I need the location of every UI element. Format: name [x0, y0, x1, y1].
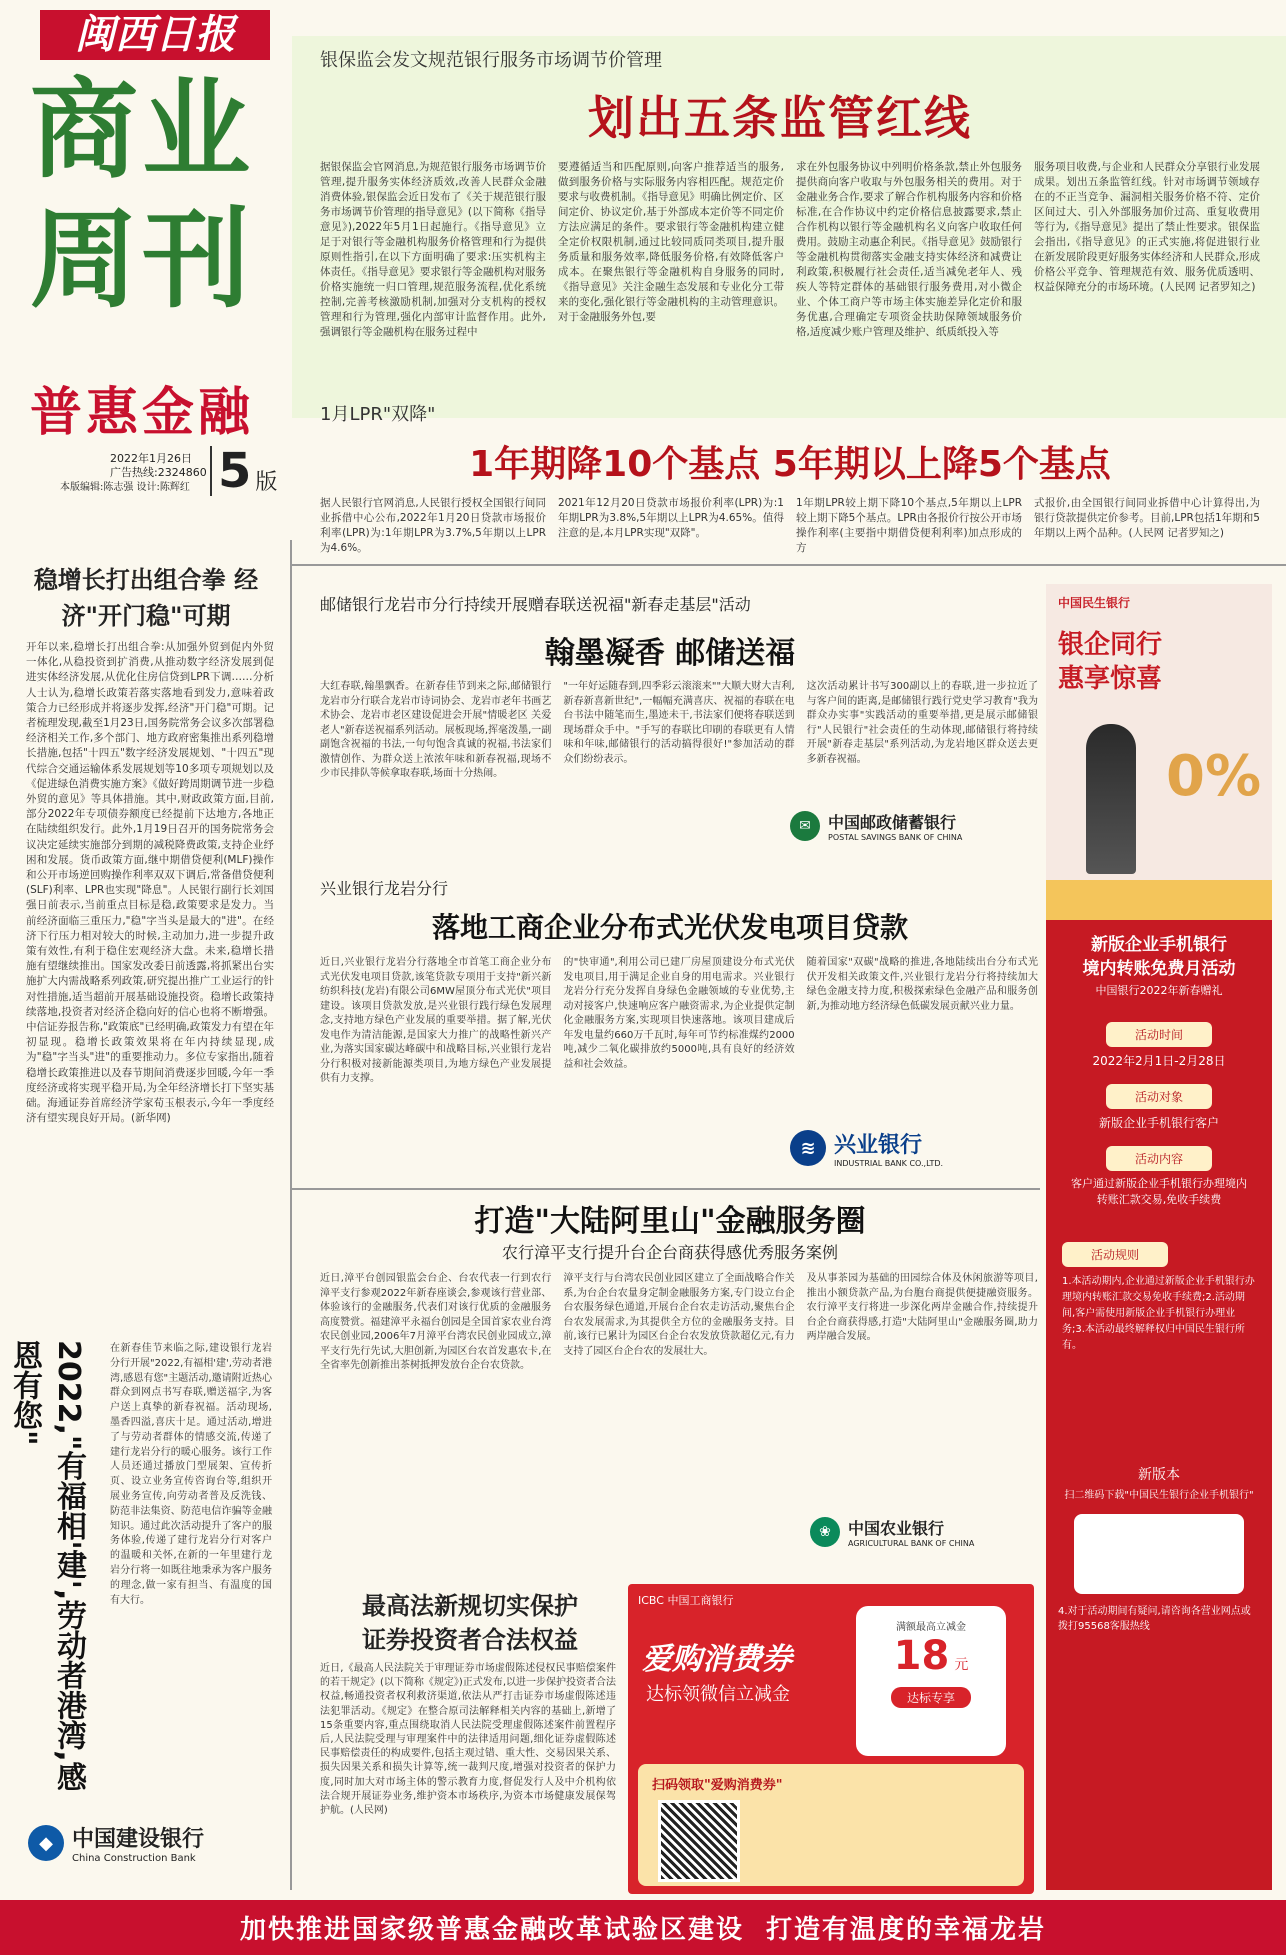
- top-kicker: 银保监会发文规范银行服务市场调节价管理: [320, 50, 662, 71]
- page-number: 5: [218, 443, 252, 499]
- psbc-logo: [790, 810, 962, 842]
- cmbc-ad: [1046, 584, 1272, 1890]
- icbc-amount-label: 满额最高立减金: [896, 1622, 966, 1633]
- cib-bank-name: 兴业银行: [834, 1133, 923, 1158]
- icbc-amount: 18: [893, 1633, 950, 1679]
- lpr-col-1: 据人民银行官网消息,人民银行授权全国银行间同业拆借中心公布,2022年1月20日贷款市场报价利率(LPR)为:1年期LPR为3.7%,5年期以上LPR为4.6%。: [320, 497, 546, 554]
- abc-col-3: 及从事茶园为基础的田园综合体及休闲旅游等项目,推出小额贷款产品,为台胞台商提供便捷融资服务。农行漳平支行将进一步深化两岸金融合作,持续提升台企台商获得感,打造"大陆阿里山"金融服务圈,助力两岸融合发展。: [806, 1273, 1038, 1342]
- cib-headline: 落地工商企业分布式光伏发电项目贷款: [431, 911, 908, 944]
- cmbc-target-value: 新版企业手机银行客户: [1098, 1116, 1219, 1130]
- ccb-bank-name: 中国建设银行: [72, 1827, 205, 1852]
- abc-bank-name: 中国农业银行: [848, 1519, 945, 1538]
- abc-headline: 打造"大陆阿里山"金融服务圈: [474, 1204, 866, 1239]
- top-col-3: 求在外包服务协议中列明价格条款,禁止外包服务提供商向客户收取与外包服务相关的费用。对于金融业务合作,要求了解合作机构服务内容和价格标准,在合作协议中约定价格信息披露要求,禁止合作机构以银行等金融机构名义向客户收取任何费用。鼓励主动惠企利民。《指导意见》鼓励银行等金融机构贯彻落实金融支持实体经济和减费让利政策,积极履行社会责任,适当减免老年人、残疾人等特定群体的基础银行服务费用,对小微企业、个体工商户等市场主体实施差异化定价和服务优惠,合理确定专项资金扶助保障领域服务价格,适度减少账户管理及维护、纸质纸投入等: [796, 161, 1022, 338]
- icbc-subtitle: 达标领微信立减金: [646, 1684, 790, 1705]
- top-col-4: 服务项目收费,与企业和人民群众分享银行业发展成果。划出五条监管红线。针对市场调节领域存在的不正当竞争、漏洞相关服务价格不符、定价区间过大、引入外部服务加价过高、重复收费用等行为,《指导意见》提出了禁止性要求。银保监会指出,《指导意见》的正式实施,将促进银行业在新发展阶段更好服务实体经济和人民群众,形成价格公平竞争、管理规范有效、服务优质透明、权益保障充分的市场环境。(人民网 记者罗知之): [1034, 161, 1260, 293]
- icbc-bank-name: ICBC 中国工商银行: [638, 1594, 734, 1607]
- left-headline: 稳增长打出组合拳 经济"开门稳"可期: [33, 566, 259, 630]
- cmbc-new-version: 新版本: [1138, 1467, 1180, 1483]
- cib-col-3: 随着国家"双碳"战略的推进,各地陆续出台分布式光伏开发相关政策文件,兴业银行龙岩分行将持续加大绿色金融支持力度,积极探索绿色金融产品和服务创新,为推动地方经济绿色低碳发展贡献兴业力量。: [806, 957, 1038, 1012]
- cib-logo: [790, 1128, 943, 1168]
- lpr-divider: [292, 564, 1286, 566]
- cib-col-1: 近日,兴业银行龙岩分行落地全市首笔工商企业分布式光伏发电项目贷款,该笔贷款专项用于支持"新兴新纺织科技(龙岩)有限公司6MW屋顶分布式光伏"项目建设。该项目贷款发放,是兴业银行践行绿色发展理念,支持地方绿色产业发展的重要举措。据了解,光伏发电作为清洁能源,是国家大力推广的战略性新兴产业,为落实国家碳达峰碳中和战略目标,兴业银行龙岩分行积极对接新能源类项目,为地方绿色产业发展提供有力支撑。: [320, 957, 552, 1084]
- cib-bank-en: INDUSTRIAL BANK CO.,LTD.: [834, 1159, 944, 1168]
- lpr-headline: 1年期降10个基点 5年期以上降5个基点: [469, 444, 1111, 485]
- court-headline-1: 最高法新规切实保护: [362, 1592, 578, 1620]
- psbc-bank-name: 中国邮政储蓄银行: [828, 813, 957, 832]
- cmbc-title-1: 新版企业手机银行: [1091, 935, 1227, 955]
- ad-hotline: 广告热线:2324860: [110, 466, 207, 479]
- cib-logo-icon: ≋: [790, 1130, 826, 1166]
- ccb-logo-icon: ◆: [28, 1825, 64, 1861]
- court-body: 近日,《最高人民法院关于审理证券市场虚假陈述侵权民事赔偿案件的若干规定》(以下简称《规定》)正式发布,以进一步保护投资者合法权益,畅通投资者权利救济渠道,依法从严打击证券市场虚假陈述违法犯罪活动。《规定》在整合原司法解释相关内容的基础上,新增了15条重要内容,重点围绕取消人民法院受理虚假陈述案件前置程序后,人民法院受理与审理案件中的法律适用问题,细化证券虚假陈述民事赔偿责任的构成要件,包括主观过错、重大性、交易因果关系、损失因果关系和损失计算等,统一裁判尺度,增强对投资者的保护力度,同时加大对市场主体的警示教育力度,督促发行人及中介机构依法合规开展证券业务,维护资本市场秩序,为资本市场健康发展保驾护航。(人民网): [320, 1663, 616, 1817]
- psbc-kicker: 邮储银行龙岩市分行持续开展赠春联送祝福"新春走基层"活动: [320, 595, 751, 614]
- footer-slogan: 加快推进国家级普惠金融改革试验区建设 打造有温度的幸福龙岩: [239, 1915, 1047, 1945]
- abc-col-2: 漳平支行与台湾农民创业园区建立了全面战略合作关系,为台企台农量身定制金融服务方案,专门设立台企台农服务绿色通道,开展台企台农走访活动,聚焦台企台农发展需求,为其提供全方位的金融服务支持。目前,该行已累计为园区台企台农发放贷款超亿元,有力支持了园区台企台农的发展壮大。: [563, 1273, 795, 1357]
- section-name: 普惠金融: [30, 383, 255, 443]
- icbc-coupon-area: [638, 1764, 1024, 1886]
- page-number-box: [210, 443, 282, 499]
- editors: 本版编辑:陈志强 设计:陈辉红: [60, 482, 190, 493]
- cmbc-content-value: 客户通过新版企业手机银行办理境内转账汇款交易,免收手续费: [1071, 1177, 1247, 1206]
- weekly-title-1: 商业: [30, 67, 255, 193]
- lpr-col-2: 2021年12月20日贷款市场报价利率(LPR)为:1年期LPR为3.8%,5年期以上LPR为4.65%。值得注意的是,本月LPR实现"双降"。: [558, 497, 784, 539]
- cmbc-bank-name: 中国民生银行: [1058, 596, 1131, 610]
- cmbc-slogan-1: 银企同行: [1058, 630, 1163, 660]
- psbc-bank-en: POSTAL SAVINGS BANK OF CHINA: [828, 833, 963, 842]
- abc-logo-icon: ❀: [810, 1517, 840, 1547]
- cmbc-subtitle: 中国银行2022年新春赠礼: [1095, 984, 1223, 997]
- cmbc-time-value: 2022年2月1日-2月28日: [1092, 1054, 1226, 1068]
- lpr-body: [320, 496, 1260, 558]
- psbc-logo-icon: ✉: [790, 811, 820, 841]
- masthead: [0, 0, 290, 540]
- abc-bank-en: AGRICULTURAL BANK OF CHINA: [848, 1539, 975, 1548]
- top-col-2: 要遵循适当和匹配原则,向客户推荐适当的服务,做到服务价格与实际服务内容相匹配。规范定价要求与收费机制。《指导意见》明确比例定价、区间定价、协议定价,基于外部成本定价等不同定价方法应满足的条件。要求银行等金融机构建立健全定价权限机制,通过比较同质同类项目,提升服务质量和服务效率,降低服务价格,有效降低客户成本。在聚焦银行等金融机构自身服务的同时,《指导意见》关注金融生态发展和专业化分工带来的变化,强化银行等金融机构的主动管理意识。对于金融服务外包,要: [558, 161, 784, 323]
- abc-subhead: 农行漳平支行提升台企台商获得感优秀服务案例: [501, 1243, 838, 1262]
- cmbc-download: 扫二维码下载"中国民生银行企业手机银行": [1064, 1490, 1254, 1501]
- cmbc-time-label: 活动时间: [1106, 1022, 1212, 1047]
- top-story-body: [320, 160, 1260, 370]
- psbc-col-3: 这次活动累计书写300副以上的春联,进一步拉近了与客户间的距离,是邮储银行践行党史学习教育"我为群众办实事"实践活动的重要举措,更是展示邮储银行"人民银行"社会责任的生动体现,邮储银行将持续开展"新春走基层"系列活动,为龙岩地区群众送去更多新春祝福。: [806, 681, 1038, 765]
- cmbc-ribbon: [1046, 880, 1272, 920]
- psbc-col-2: "一年好运随春到,四季彩云滚滚来""大顺大财大吉利,新春新喜新世纪",一幅幅充满喜庆、祝福的春联在电台书法中随笔而生,墨迹未干,书法家们便将春联送到现场群众手中。"手写的春联比印刷的春联更有人情味和年味,邮储银行的活动搞得很好!"参加活动的群众们纷纷表示。: [563, 681, 795, 765]
- psbc-body: [320, 680, 1038, 818]
- icbc-scan-text: 扫码领取"爱购消费券": [652, 1778, 783, 1793]
- weekly-title-2: 周刊: [30, 197, 255, 323]
- ccb-body: 在新春佳节来临之际,建设银行龙岩分行开展"2022,有福相'建',劳动者港湾,感恩有您"主题活动,邀请附近热心群众到网点书写春联,赠送福字,为客户送上真挚的新春祝福。活动现场,墨香四溢,喜庆十足。通过活动,增进了与劳动者群体的情感交流,传递了建行龙岩分行的暖心服务。该行工作人员还通过播放门型展架、宣传折页、设立业务宣传咨询台等,组织开展业务宣传,向劳动者普及反洗钱、防范非法集资、防范电信诈骗等金融知识。通过此次活动提升了客户的服务体验,传递了建行龙岩分行对客户的温暖和关怀,在新的一年里建行龙岩分行将一如既往地秉承为客户服务的理念,做一家有担当、有温度的国有大行。: [110, 1343, 272, 1606]
- top-col-1: 据银保监会官网消息,为规范银行服务市场调节价管理,提升服务实体经济质效,改善人民群众金融消费体验,银保监会近日发布了《关于规范银行服务市场调节价管理的指导意见》(以下简称《指导意见》),2022年5月1日起施行。《指导意见》立足于对银行等金融机构服务价格管理和行为提供原则性指引,在以下方面明确了要求:压实机构主体责任。《指导意见》要求银行等金融机构对服务价格实施统一归口管理,规范服务流程,优化系统控制,完善考核激励机制,加强对分支机构的授权管理和行为管理,强化内部审计监督作用。此外,强调银行等金融机构在服务过程中: [320, 161, 546, 338]
- abc-divider: [292, 1188, 1040, 1190]
- cmbc-promo-big: 0%: [1166, 744, 1262, 809]
- icbc-amount-row: [856, 1633, 1006, 1679]
- lpr-col-3: 1年期LPR较上期下降10个基点,5年期以上LPR较上期下降5个基点。LPR由各报价行按公开市场操作利率(主要指中期借贷便利利率)加点形成的方: [796, 497, 1022, 554]
- cib-col-2: 的"快审通",利用公司已建厂房屋顶建设分布式光伏发电项目,用于满足企业自身的用电需求。兴业银行龙岩分行充分发挥自身绿色金融领域的专业优势,主动对接客户,快速响应客户融资需求,为企业提供定制化金融服务方案,实现项目快速落地。该项目建成后年发电量约660万千瓦时,每年可节约标准煤约2000吨,减少二氧化碳排放约5000吨,具有良好的经济效益和社会效益。: [563, 957, 795, 1070]
- lpr-kicker: 1月LPR"双降": [320, 404, 436, 425]
- date: 2022年1月26日: [110, 452, 192, 465]
- cmbc-slogan-2: 惠享惊喜: [1058, 664, 1163, 694]
- abc-logo: [810, 1516, 974, 1548]
- cmbc-person-figure: [1086, 724, 1136, 874]
- lpr-col-4: 式报价,由全国银行间同业拆借中心计算得出,为银行贷款提供定价参考。目前,LPR包括1年期和5年期以上两个品种。(人民网 记者罗知之): [1034, 497, 1260, 539]
- cmbc-target-label: 活动对象: [1106, 1084, 1212, 1109]
- cmbc-note: 4.对于活动期间有疑问,请咨询各营业网点或拨打95568客服热线: [1058, 1606, 1251, 1632]
- cmbc-rules-label: 活动规则: [1062, 1242, 1168, 1267]
- psbc-headline: 翰墨凝香 邮储送福: [544, 636, 796, 671]
- cmbc-content-label: 活动内容: [1106, 1146, 1212, 1171]
- icbc-phone: [856, 1606, 1006, 1756]
- ccb-headline-block: [7, 1340, 90, 1810]
- left-body: 开年以来,稳增长打出组合拳:从加强外贸到促内外贸一体化,从稳投资到扩消费,从推动数字经济发展到促进实体经济发展,从优化住房信贷到LPR下调……分析人士认为,稳增长政策若落实落地看到发力,意味着政策合力已经形成并将逐步发挥,经济"开门稳"可期。记者梳理发现,截至1月23日,国务院常务会议多次部署稳经济相关工作,多个部门、地方政府密集推出系列稳增长措施,包括"十四五"数字经济发展规划、"十四五"现代综合交通运输体系发展规划等10多项专项规划以及《促进绿色消费实施方案》《做好跨周期调节进一步稳外贸的意见》等具体措施。其中,财政政策方面,目前,部分2022年专项债券额度已经提前下达地方,各地正在陆续组织发行。此外,1月19日召开的国务院常务会议决定延续实施部分到期的减税降费政策,支持企业纾困和发展。货币政策方面,继中期借贷便利(MLF)操作和公开市场逆回购操作利率双双下调后,常备借贷便利(SLF)利率、LPR也实现"降息"。人民银行副行长刘国强日前表示,当前重点目标是稳,政策要求是发力。当前经济面临三重压力,"稳"字当头是最大的"进"。在经济下行压力相对较大的时候,主动加力,进一步提升政策有效性,有利于稳住宏观经济大盘。未来,稳增长措施有望继续推出。国家发改委日前透露,将抓紧出台实施扩大内需战略系列政策,研究提出推广工业运行的针对性措施,适当超前开展基础设施投资。稳增长政策持续落地,投资者对经济企稳向好的信心也将不断增强。中信证券报告称,"政策底"已经明确,政策发力有望在年初显现。稳增长政策效果将在年内持续显现,成为"稳"字当头"进"的重要推动力。多位专家指出,随着稳增长政策推进以及春节期间消费逐步回暖,今年一季度经济或将实现平稳开局,为全年经济增长打下坚实基础。海通证券首席经济学家荀玉根表示,今年一季度经济有望实现良好开局。(新华网): [26, 641, 274, 1125]
- paper-name: 闽西日报: [40, 10, 270, 60]
- cmbc-top: [1046, 584, 1272, 884]
- psbc-col-1: 大红春联,翰墨飘香。在新春佳节到来之际,邮储银行龙岩市分行联合龙岩市诗词协会、龙岩市老年书画艺术协会、龙岩市老区建设促进会开展"情暖老区 关爱老人"新春送祝福系列活动。展板现场,挥毫泼墨,一副副饱含祝福的书法,一句句饱含真诚的祝福,书法家们激情创作、为群众送上浓浓年味和新春祝福,现场不少市民排队等候拿取春联,场面十分热闹。: [320, 681, 552, 779]
- cmbc-phone-mockup: [1074, 1514, 1244, 1594]
- cmbc-title-2: 境内转账免费月活动: [1082, 959, 1236, 979]
- cmbc-rules: 1.本活动期内,企业通过新版企业手机银行办理境内转账汇款交易免收手续费;2.活动期间,客户需使用新版企业手机银行办理业务;3.本活动最终解释权归中国民生银行所有。: [1062, 1276, 1255, 1351]
- page-suffix: 版: [255, 470, 278, 495]
- ccb-headline: 2022,"有福相'建',劳动者港湾,感恩有您": [7, 1340, 86, 1792]
- icbc-ad: [628, 1584, 1034, 1894]
- court-headline-2: 证券投资者合法权益: [362, 1626, 578, 1654]
- left-divider: [290, 540, 292, 1890]
- icbc-title: 爱购消费券: [642, 1642, 792, 1677]
- icbc-amount-unit: 元: [954, 1657, 969, 1673]
- icbc-tag: 达标专享: [891, 1687, 971, 1708]
- ccb-bank-en: China Construction Bank: [72, 1853, 196, 1864]
- footer-band: [0, 1900, 1286, 1955]
- top-headline: 划出五条监管红线: [588, 91, 972, 145]
- icbc-qr-code: [658, 1800, 740, 1882]
- cib-kicker: 兴业银行龙岩分行: [320, 879, 449, 898]
- abc-col-1: 近日,漳平台创园银监会台企、台农代表一行到农行漳平支行参观2022年新春座谈会,参观该行营业部、体验该行的金融服务,代表们对该行优质的金融服务高度赞赏。福建漳平永福台创园是全国首家农业台湾农民创业园,2006年7月漳平台湾农民创业园成立,漳平支行先行先试,大胆创新,为园区台农首发惠农卡,在全省率先创新推出茶树抵押发放台企台农贷款。: [320, 1273, 552, 1371]
- ccb-logo: [28, 1822, 204, 1864]
